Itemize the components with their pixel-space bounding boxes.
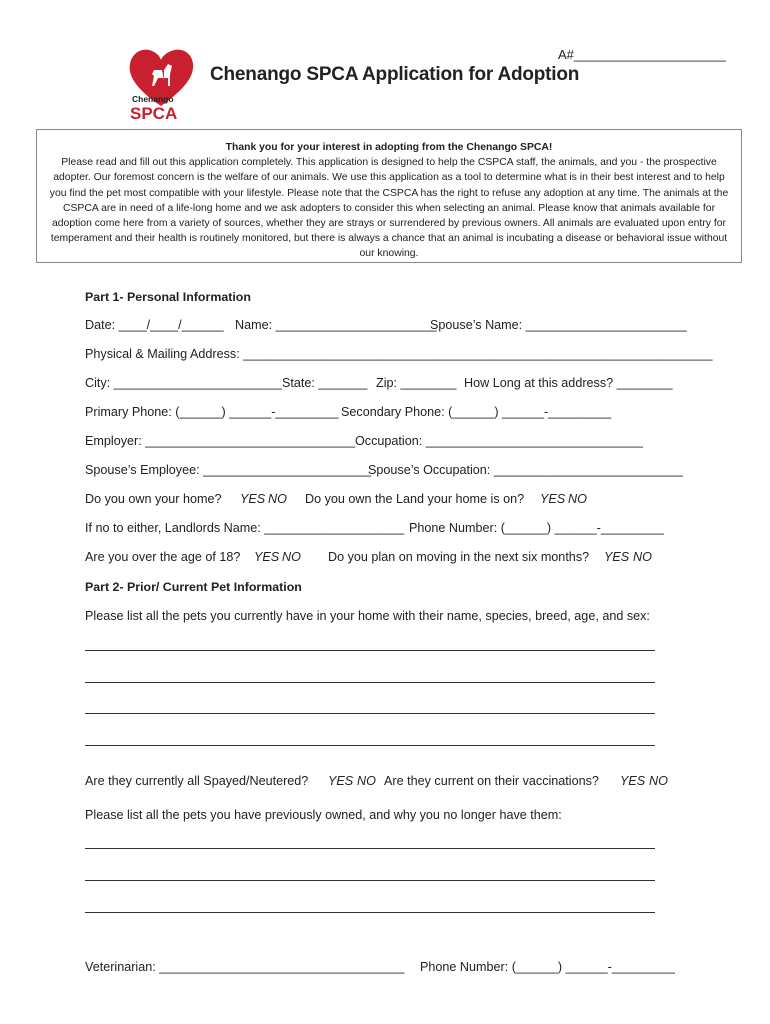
previous-pets-prompt: Please list all the pets you have previously owned, and why you no longer have them: <box>85 808 562 822</box>
spayed-yes[interactable]: YES <box>328 774 354 788</box>
landlord-phone-field[interactable]: Phone Number: (______) ______-_________ <box>409 521 664 535</box>
employer-field[interactable]: Employer: ______________________________ <box>85 434 356 448</box>
page-title: Chenango SPCA Application for Adoption <box>210 64 580 85</box>
own-land-yes[interactable]: YES <box>540 492 566 506</box>
current-pets-line-2[interactable] <box>85 682 655 683</box>
spouse-occupation-field[interactable]: Spouse’s Occupation: ___________________________ <box>368 463 683 477</box>
previous-pets-line-3[interactable] <box>85 912 655 913</box>
vaccinations-no[interactable]: NO <box>649 774 668 788</box>
current-pets-line-1[interactable] <box>85 650 655 651</box>
svg-text:Chenango: Chenango <box>132 94 174 104</box>
primary-phone-field[interactable]: Primary Phone: (______) ______-_________ <box>85 405 339 419</box>
over-18-question: Are you over the age of 18? <box>85 550 241 564</box>
part1-heading: Part 1- Personal Information <box>85 290 251 304</box>
over-18-no[interactable]: NO <box>282 550 301 564</box>
intro-heading: Thank you for your interest in adopting from the Chenango SPCA! <box>225 142 553 153</box>
svg-text:SPCA: SPCA <box>130 104 178 123</box>
landlord-name-field[interactable]: If no to either, Landlords Name: ____________________ <box>85 521 405 535</box>
vet-phone-field[interactable]: Phone Number: (______) ______-_________ <box>420 960 675 974</box>
part2-heading: Part 2- Prior/ Current Pet Information <box>85 580 302 594</box>
current-pets-line-3[interactable] <box>85 713 655 714</box>
occupation-field[interactable]: Occupation: _______________________________ <box>355 434 643 448</box>
chenango-spca-logo <box>124 40 198 124</box>
over-18-yes[interactable]: YES <box>254 550 280 564</box>
how-long-field[interactable]: How Long at this address? ________ <box>464 376 673 390</box>
veterinarian-field[interactable]: Veterinarian: ___________________________________ <box>85 960 405 974</box>
spayed-no[interactable]: NO <box>357 774 376 788</box>
a-number-field[interactable]: A#_____________________ <box>558 47 726 62</box>
vaccinations-yes[interactable]: YES <box>620 774 646 788</box>
date-field[interactable]: Date: ____/____/______ <box>85 318 224 332</box>
name-field[interactable]: Name: _______________________ <box>235 318 437 332</box>
spouse-employee-field[interactable]: Spouse’s Employee: ________________________ <box>85 463 372 477</box>
moving-question: Do you plan on moving in the next six months? <box>328 550 590 564</box>
vaccinations-question: Are they current on their vaccinations? <box>384 774 599 788</box>
previous-pets-line-2[interactable] <box>85 880 655 881</box>
zip-field[interactable]: Zip: ________ <box>376 376 457 390</box>
previous-pets-line-1[interactable] <box>85 848 655 849</box>
state-field[interactable]: State: _______ <box>282 376 368 390</box>
city-field[interactable]: City: ________________________ <box>85 376 282 390</box>
own-land-question: Do you own the Land your home is on? <box>305 492 525 506</box>
own-land-no[interactable]: NO <box>568 492 587 506</box>
moving-yes[interactable]: YES <box>604 550 630 564</box>
intro-box <box>36 129 742 263</box>
current-pets-line-4[interactable] <box>85 745 655 746</box>
dog-heart-logo-icon <box>124 40 198 124</box>
spouse-name-field[interactable]: Spouse’s Name: _______________________ <box>430 318 687 332</box>
secondary-phone-field[interactable]: Secondary Phone: (______) ______-_________ <box>341 405 612 419</box>
current-pets-prompt: Please list all the pets you currently have in your home with their name, species, breed, age, and sex: <box>85 609 650 623</box>
intro-body: Please read and fill out this application completely. This application is designed to help the CSPCA staff, the animals, and you - the prospective adopter. Our foremost concern is the welfare of our animals. We use this application as a tool to determine what is in their best interest and to help you find the pet most compatible with your lifestyle. Please note that the CSPCA has the right to refuse any adoption at any time. The animals at the CSPCA are in need of a life-long home and we ask adopters to consider this when selecting an animal. Please know that animals available for adoption come here from a variety of sources, whether they are strays or surrendered by previous owners. All animals are evaluated upon entry for temperament and their health is routinely monitored, but there is always a chance that an animal is incubating a disease or behavioral issue without our knowing. <box>49 157 729 260</box>
spayed-question: Are they currently all Spayed/Neutered? <box>85 774 309 788</box>
moving-no[interactable]: NO <box>633 550 652 564</box>
own-home-no[interactable]: NO <box>268 492 287 506</box>
own-home-yes[interactable]: YES <box>240 492 266 506</box>
address-field[interactable]: Physical & Mailing Address: ___________________________________________________________________ <box>85 347 713 361</box>
own-home-question: Do you own your home? <box>85 492 222 506</box>
